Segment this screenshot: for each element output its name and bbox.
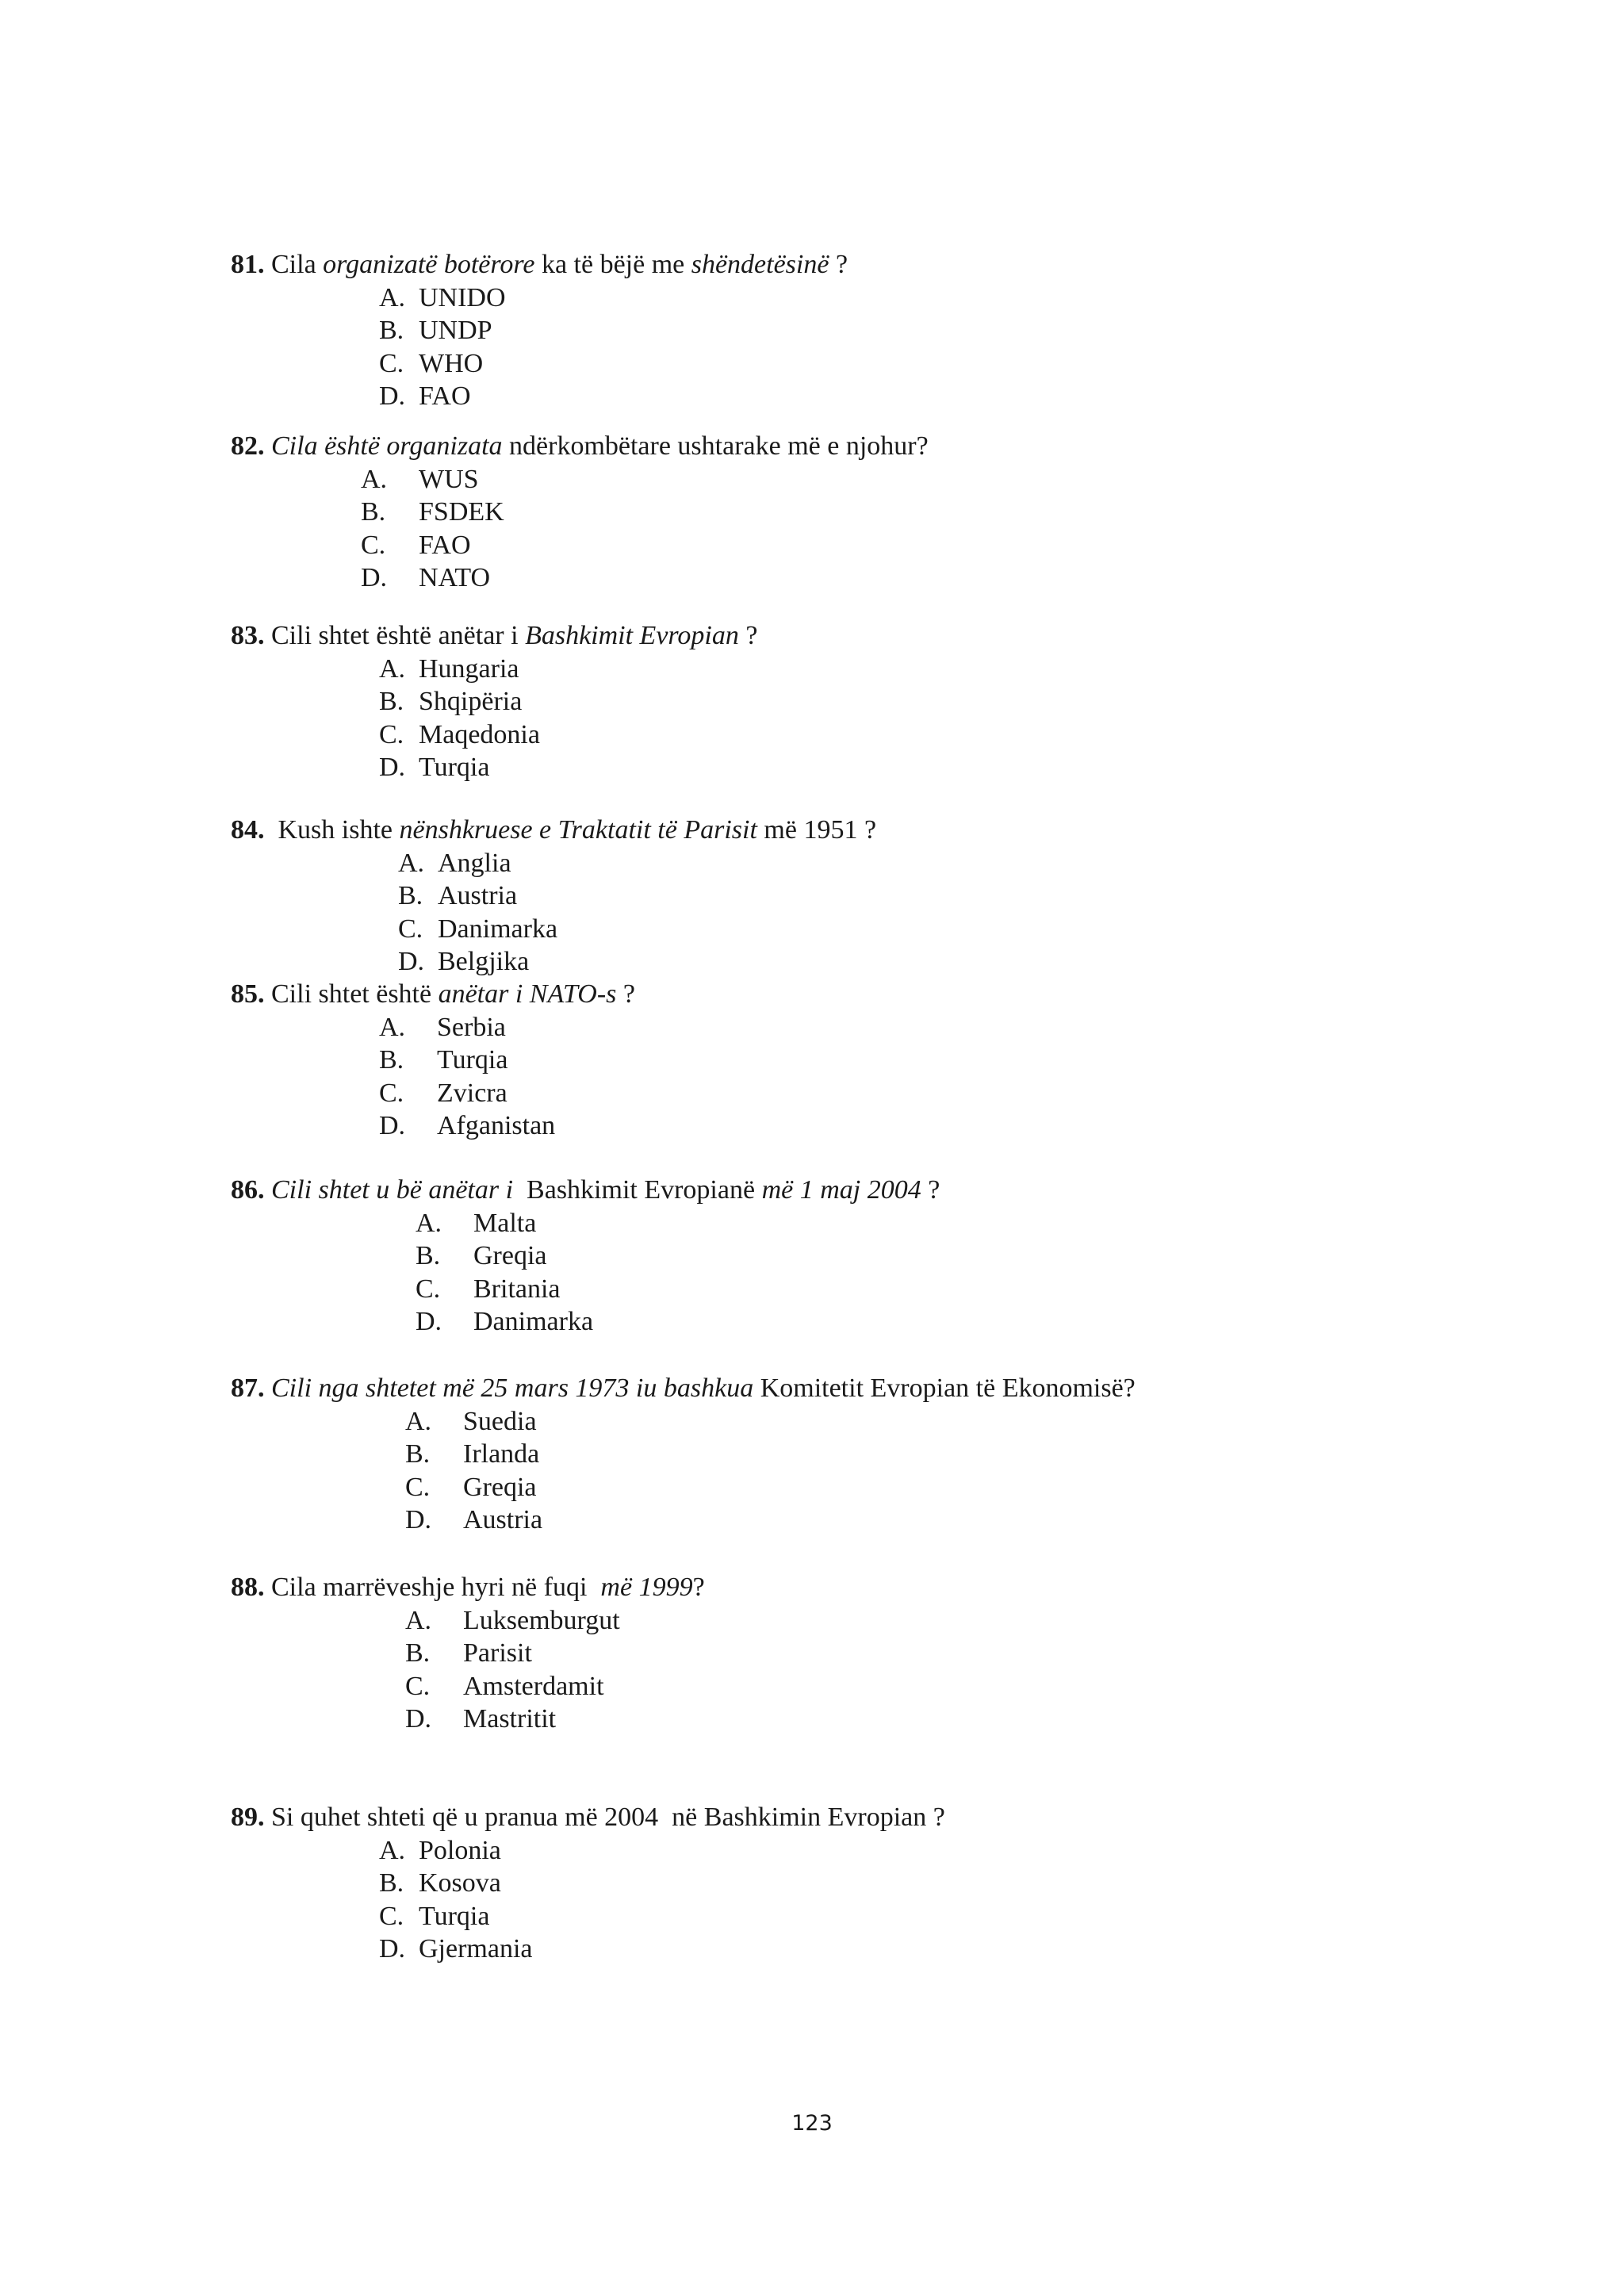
question-number: 89. (231, 1803, 265, 1832)
question-number: 81. (231, 250, 265, 279)
question-text: ndërkombëtare ushtarake më e njohur? (502, 431, 929, 461)
option-letter: B. (398, 881, 423, 910)
question-text: Kush ishte (264, 815, 400, 845)
question-stem (231, 1571, 705, 1604)
option-letter: B. (405, 1439, 431, 1469)
option-text: FAO (419, 530, 471, 560)
option-text: Anglia (438, 848, 511, 878)
answer-option (379, 1867, 945, 1900)
option-letter: A. (416, 1208, 442, 1238)
question-text (265, 431, 272, 461)
question-text-italic: më 1999 (600, 1573, 693, 1602)
option-letter: A. (379, 282, 406, 312)
question-text: Cili shtet është (264, 979, 439, 1009)
question-86 (231, 1174, 940, 1339)
question-text: më 1951 ? (756, 815, 877, 845)
answer-option (398, 847, 876, 880)
option-text: Kosova (419, 1868, 501, 1898)
option-text: Afganistan (437, 1111, 556, 1140)
option-letter: A. (405, 1605, 432, 1635)
question-text (265, 1175, 272, 1205)
question-text-italic: Cila është organizata (271, 431, 503, 461)
option-text: Greqia (463, 1472, 537, 1502)
answer-option (379, 1044, 635, 1077)
option-text: Greqia (473, 1241, 547, 1270)
option-text: Danimarka (473, 1307, 594, 1336)
option-letter: A. (405, 1406, 432, 1436)
option-letter: D. (361, 563, 388, 592)
question-82 (231, 430, 929, 595)
answer-option (379, 347, 848, 381)
page-number: 123 (791, 2111, 833, 2136)
option-letter: C. (379, 348, 404, 378)
question-text (265, 1373, 272, 1403)
question-text: Bashkimit Evropianë (513, 1175, 762, 1205)
answer-option (379, 314, 848, 347)
question-stem (231, 978, 635, 1011)
option-letter: C. (405, 1472, 431, 1502)
option-letter: A. (379, 653, 406, 684)
question-text: Cili shtet është anëtar i (264, 621, 526, 650)
answer-option (361, 496, 929, 529)
option-text: Suedia (463, 1406, 537, 1436)
option-letter: D. (379, 381, 406, 411)
option-text: UNDP (419, 316, 492, 345)
question-stem (231, 248, 848, 282)
option-text: FAO (419, 381, 471, 411)
answer-option (405, 1670, 705, 1703)
option-letter: A. (379, 1835, 406, 1865)
question-stem (231, 1174, 940, 1207)
option-letter: C. (416, 1274, 441, 1304)
question-text-italic: nënshkruese e Traktatit të Parisit (399, 815, 757, 845)
option-letter: A. (398, 848, 425, 878)
option-text: Hungaria (419, 653, 519, 684)
answer-option (379, 653, 757, 686)
option-text: Luksemburgut (463, 1605, 620, 1635)
option-text: Austria (463, 1505, 543, 1534)
option-text: Belgjika (438, 947, 530, 976)
option-letter: C. (379, 1078, 404, 1108)
question-number: 87. (231, 1373, 265, 1403)
question-text-italic: anëtar i NATO-s (438, 979, 617, 1009)
question-number: 84. (231, 815, 265, 845)
answer-option (416, 1207, 940, 1240)
question-text: ka të bëjë me (534, 250, 691, 279)
question-87 (231, 1372, 1136, 1537)
option-text: NATO (419, 563, 491, 592)
option-letter: B. (379, 687, 404, 716)
answer-option (379, 1077, 635, 1110)
option-letter: D. (379, 1934, 406, 1963)
question-text: ? (921, 1175, 940, 1205)
option-letter: C. (379, 1901, 404, 1931)
answer-option (361, 529, 929, 562)
option-letter: B. (379, 316, 404, 345)
answer-option (398, 913, 876, 946)
option-text: Zvicra (437, 1078, 508, 1108)
option-text: Gjermania (419, 1934, 533, 1963)
question-stem (231, 619, 757, 653)
option-letter: C. (405, 1671, 431, 1701)
question-number: 82. (231, 431, 265, 461)
option-text: WHO (419, 348, 484, 378)
answer-option (379, 282, 848, 315)
option-text: Mastritit (463, 1704, 557, 1734)
question-stem (231, 1372, 1136, 1405)
answer-option (405, 1637, 705, 1670)
question-85 (231, 978, 635, 1143)
option-letter: D. (405, 1704, 432, 1734)
answer-option (379, 1900, 945, 1933)
question-text-italic: Cili nga shtetet më 25 mars 1973 iu bashkua (271, 1373, 754, 1403)
answer-option (405, 1471, 1136, 1504)
question-text: ? (738, 621, 758, 650)
option-letter: A. (361, 464, 388, 494)
option-text: Malta (473, 1208, 537, 1238)
option-text: UNIDO (419, 282, 506, 312)
answer-option (416, 1305, 940, 1339)
answer-option (379, 1834, 945, 1868)
option-text: Maqedonia (419, 719, 540, 749)
option-letter: B. (416, 1241, 441, 1270)
option-text: Polonia (419, 1835, 501, 1865)
question-text: ? (616, 979, 635, 1009)
answer-option (361, 463, 929, 496)
question-84 (231, 814, 876, 979)
option-text: Turqia (419, 1901, 490, 1931)
question-text-italic: organizatë botërore (323, 250, 535, 279)
answer-option (405, 1405, 1136, 1439)
question-number: 86. (231, 1175, 265, 1205)
option-text: Parisit (463, 1638, 532, 1668)
option-text: Serbia (437, 1012, 506, 1042)
question-stem (231, 430, 929, 463)
option-letter: D. (416, 1307, 442, 1336)
answer-option (379, 685, 757, 718)
option-letter: C. (379, 719, 404, 749)
option-text: Turqia (437, 1045, 508, 1075)
answer-option (398, 879, 876, 913)
option-text: Amsterdamit (463, 1671, 604, 1701)
answer-option (405, 1438, 1136, 1471)
question-text-italic: Cili shtet u bë anëtar i (271, 1175, 514, 1205)
question-stem (231, 814, 876, 847)
option-text: Austria (438, 881, 518, 910)
question-text-italic: më 1 maj 2004 (761, 1175, 921, 1205)
option-text: Danimarka (438, 914, 558, 944)
answer-option (379, 1109, 635, 1143)
question-text: Komitetit Evropian të Ekonomisë? (753, 1373, 1136, 1403)
answer-option (379, 1011, 635, 1044)
answer-option (405, 1504, 1136, 1537)
question-text: Cila marrëveshje hyri në fuqi (264, 1573, 601, 1602)
option-letter: D. (405, 1505, 432, 1534)
answer-option (405, 1703, 705, 1736)
option-letter: B. (361, 497, 386, 527)
answer-option (416, 1239, 940, 1273)
question-88 (231, 1571, 705, 1736)
question-text: ? (829, 250, 848, 279)
question-83 (231, 619, 757, 784)
answer-option (379, 718, 757, 752)
option-letter: B. (379, 1045, 404, 1075)
question-text: Si quhet shteti që u pranua më 2004 në Bashkimin Evropian ? (264, 1803, 945, 1832)
answer-option (379, 380, 848, 413)
question-text: Cila (264, 250, 324, 279)
option-text: FSDEK (419, 497, 504, 527)
question-81 (231, 248, 848, 413)
question-text: ? (692, 1573, 705, 1602)
option-letter: B. (379, 1868, 404, 1898)
option-letter: D. (379, 753, 406, 782)
option-letter: A. (379, 1012, 406, 1042)
option-letter: B. (405, 1638, 431, 1668)
answer-option (361, 561, 929, 595)
answer-option (416, 1273, 940, 1306)
option-text: Turqia (419, 753, 490, 782)
question-text-italic: Bashkimit Evropian (525, 621, 739, 650)
option-letter: D. (379, 1111, 406, 1140)
option-letter: C. (361, 530, 386, 560)
answer-option (398, 945, 876, 979)
option-letter: C. (398, 914, 423, 944)
option-text: Irlanda (463, 1439, 540, 1469)
option-text: Shqipëria (419, 687, 523, 716)
question-text-italic: shëndetësinë (691, 250, 829, 279)
question-number: 83. (231, 621, 265, 650)
answer-option (379, 751, 757, 784)
question-89 (231, 1801, 945, 1966)
question-number: 85. (231, 979, 265, 1009)
question-stem (231, 1801, 945, 1834)
option-text: WUS (419, 464, 479, 494)
question-number: 88. (231, 1573, 265, 1602)
option-letter: D. (398, 947, 425, 976)
answer-option (379, 1933, 945, 1966)
answer-option (405, 1604, 705, 1638)
option-text: Britania (473, 1274, 561, 1304)
